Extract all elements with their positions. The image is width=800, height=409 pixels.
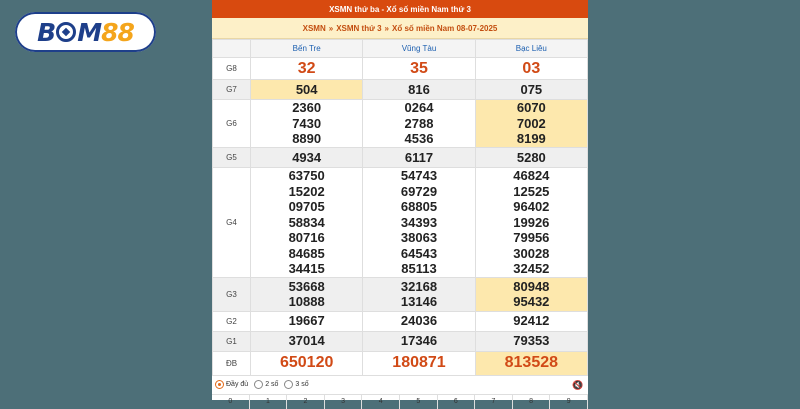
winning-number: 504 xyxy=(295,81,318,97)
prize-cell xyxy=(363,100,475,148)
prize-cell xyxy=(363,58,475,80)
prize-row xyxy=(213,168,588,278)
prize-label: G3 xyxy=(213,277,251,311)
prize-cell xyxy=(475,311,587,331)
winning-number: 0264 xyxy=(404,100,434,116)
winning-number: 85113 xyxy=(401,261,437,276)
display-option-label: Đầy đủ xyxy=(226,381,249,388)
prize-cell xyxy=(251,80,363,100)
prize-row xyxy=(213,148,588,168)
prize-cell xyxy=(363,168,475,278)
winning-number: 6070 xyxy=(516,100,546,116)
province-header[interactable]: Bến Tre xyxy=(251,40,363,58)
prize-label: G2 xyxy=(213,311,251,331)
winning-number: 7430 xyxy=(292,115,322,131)
winning-number: 650120 xyxy=(279,354,334,371)
winning-number: 4536 xyxy=(404,131,434,147)
winning-number: 6117 xyxy=(404,149,434,165)
prize-cell xyxy=(475,331,587,351)
winning-number: 19667 xyxy=(288,313,325,329)
winning-number: 79956 xyxy=(513,230,550,245)
winning-number: 180871 xyxy=(392,354,446,371)
results-table xyxy=(212,39,588,376)
prize-row xyxy=(213,351,588,375)
digit-filter[interactable]: 7 xyxy=(475,395,513,409)
prize-label: G7 xyxy=(213,80,251,100)
prize-row xyxy=(213,58,588,80)
display-option-label: 3 số xyxy=(295,381,309,388)
winning-number: 19926 xyxy=(513,214,550,230)
display-option-radio[interactable] xyxy=(284,380,308,389)
breadcrumb-item-date[interactable]: Xổ số miền Nam 08-07-2025 xyxy=(392,23,498,33)
winning-number: 09705 xyxy=(288,199,325,214)
prize-cell xyxy=(475,168,587,278)
prize-row xyxy=(213,277,588,311)
digit-filter[interactable]: 8 xyxy=(513,395,551,409)
province-header-row xyxy=(213,40,588,58)
prize-cell xyxy=(251,277,363,311)
winning-number: 13146 xyxy=(400,294,438,309)
prize-cell xyxy=(251,351,363,375)
radio-dot-icon[interactable] xyxy=(215,380,224,389)
display-options xyxy=(212,376,588,394)
prize-label: G1 xyxy=(213,331,251,351)
prize-cell xyxy=(251,331,363,351)
winning-number: 4934 xyxy=(292,149,322,165)
winning-number: 80948 xyxy=(513,278,550,294)
winning-number: 2788 xyxy=(404,115,434,131)
prize-cell xyxy=(251,311,363,331)
prize-cell xyxy=(475,351,587,375)
prize-cell xyxy=(475,80,587,100)
winning-number: 813528 xyxy=(504,354,559,371)
display-option-radio[interactable] xyxy=(254,380,278,389)
prize-label: G8 xyxy=(213,58,251,80)
winning-number: 64543 xyxy=(400,245,438,261)
prize-cell xyxy=(363,80,475,100)
prize-cell xyxy=(363,311,475,331)
winning-number: 8199 xyxy=(516,131,546,147)
breadcrumb xyxy=(212,18,588,39)
winning-number: 68805 xyxy=(400,199,438,214)
display-option-label: 2 số xyxy=(265,381,279,388)
soccer-ball-icon xyxy=(56,22,76,42)
prize-label: G5 xyxy=(213,148,251,168)
prize-label: ĐB xyxy=(213,351,251,375)
radio-dot-icon[interactable] xyxy=(284,380,293,389)
winning-number: 15202 xyxy=(288,183,325,199)
breadcrumb-sep: » xyxy=(384,23,389,33)
breadcrumb-item-xsmn[interactable]: XSMN xyxy=(302,23,326,33)
digit-filter[interactable]: 6 xyxy=(438,395,476,409)
winning-number: 816 xyxy=(408,81,430,97)
winning-number: 32452 xyxy=(513,261,550,276)
province-header[interactable]: Bạc Liêu xyxy=(475,40,587,58)
digit-filter-bar xyxy=(212,394,588,409)
breadcrumb-item-weekday[interactable]: XSMN thứ 3 xyxy=(336,23,382,33)
prize-cell xyxy=(251,58,363,80)
digit-filter[interactable]: 4 xyxy=(362,395,400,409)
winning-number: 38063 xyxy=(400,230,438,245)
prize-cell xyxy=(251,100,363,148)
display-option-radio[interactable] xyxy=(215,380,248,389)
winning-number: 53668 xyxy=(288,278,325,294)
winning-number: 95432 xyxy=(513,294,550,309)
winning-number: 075 xyxy=(520,81,543,97)
winning-number: 37014 xyxy=(288,333,325,349)
winning-number: 34393 xyxy=(400,214,438,230)
speaker-mute-icon[interactable]: 🔇 xyxy=(572,379,584,390)
winning-number: 54743 xyxy=(400,168,438,183)
winning-number: 10888 xyxy=(288,294,325,309)
prize-row xyxy=(213,100,588,148)
digit-filter[interactable]: 0 xyxy=(212,395,250,409)
winning-number: 63750 xyxy=(288,168,325,183)
winning-number: 32 xyxy=(297,59,316,77)
brand-logo[interactable] xyxy=(15,12,156,52)
logo-letter-m: M xyxy=(77,17,102,47)
header-corner xyxy=(213,40,251,58)
prize-row xyxy=(213,331,588,351)
logo-number: 88 xyxy=(101,17,134,47)
winning-number: 34415 xyxy=(288,261,325,276)
prize-cell xyxy=(363,148,475,168)
digit-filter[interactable]: 9 xyxy=(550,395,588,409)
prize-cell xyxy=(251,148,363,168)
prize-label: G6 xyxy=(213,100,251,148)
winning-number: 8890 xyxy=(292,131,322,147)
winning-number: 35 xyxy=(410,59,428,77)
winning-number: 79353 xyxy=(513,333,550,349)
digit-filter[interactable]: 5 xyxy=(400,395,438,409)
prize-row xyxy=(213,311,588,331)
winning-number: 92412 xyxy=(513,313,550,329)
winning-number: 17346 xyxy=(400,333,438,349)
prize-label: G4 xyxy=(213,168,251,278)
winning-number: 7002 xyxy=(516,115,546,131)
digit-filter[interactable]: 3 xyxy=(325,395,363,409)
prize-row xyxy=(213,80,588,100)
prize-cell xyxy=(251,168,363,278)
winning-number: 96402 xyxy=(513,199,550,214)
province-header[interactable]: Vũng Tàu xyxy=(363,40,475,58)
winning-number: 12525 xyxy=(513,183,550,199)
digit-filter[interactable]: 2 xyxy=(287,395,325,409)
winning-number: 5280 xyxy=(516,149,546,165)
radio-dot-icon[interactable] xyxy=(254,380,263,389)
winning-number: 46824 xyxy=(513,168,550,183)
prize-cell xyxy=(363,331,475,351)
prize-cell xyxy=(363,351,475,375)
winning-number: 03 xyxy=(522,59,541,77)
prize-cell xyxy=(475,100,587,148)
prize-cell xyxy=(475,148,587,168)
digit-filter[interactable]: 1 xyxy=(250,395,288,409)
prize-cell xyxy=(363,277,475,311)
winning-number: 58834 xyxy=(288,214,325,230)
winning-number: 24036 xyxy=(400,313,438,329)
winning-number: 84685 xyxy=(288,245,325,261)
winning-number: 80716 xyxy=(288,230,325,245)
winning-number: 2360 xyxy=(292,100,322,116)
winning-number: 32168 xyxy=(400,278,438,294)
prize-cell xyxy=(475,58,587,80)
results-panel xyxy=(212,0,588,405)
breadcrumb-sep: » xyxy=(328,23,334,33)
logo-wordmark xyxy=(37,18,134,47)
page-title: XSMN thứ ba - Xổ số miền Nam thứ 3 xyxy=(212,0,588,18)
logo-letter-b: B xyxy=(37,17,56,47)
winning-number: 69729 xyxy=(400,183,438,199)
prize-cell xyxy=(475,277,587,311)
winning-number: 30028 xyxy=(513,245,550,261)
